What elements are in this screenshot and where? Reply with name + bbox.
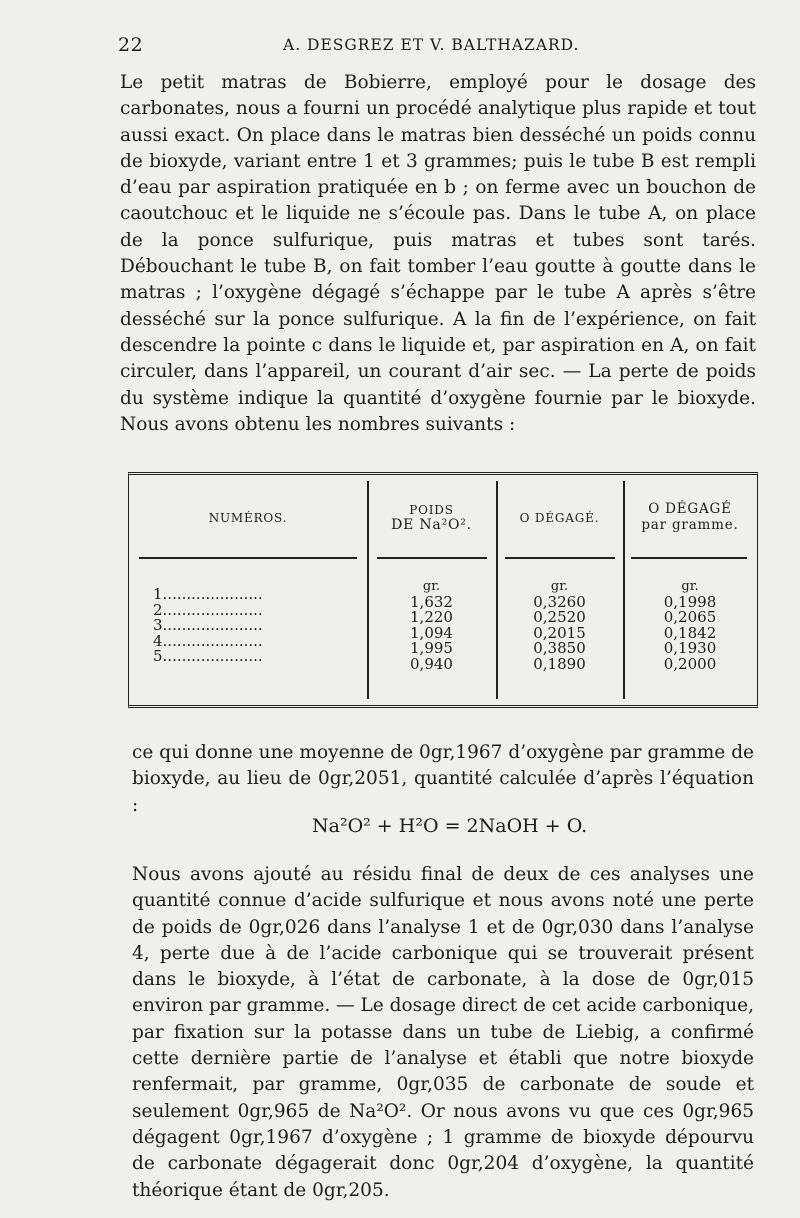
paragraph-method: Le petit matras de Bobierre, employé pour le dosage des carbonates, nous a fourni un procédé analytique plus rapide et tout aussi exact. On place dans le matras bien desséché un poids connu de bioxyde, variant entre 1 et 3 grammes; puis le tube B est rempli d’eau par aspiration pratiquée en b ; on ferme avec un bouchon de caoutchouc et le liquide ne s’écoule pas. Dans le tube A, on place de la ponce sulfurique, puis matras et tubes sont tarés. Débouchant le tube B, on fait tomber l’eau goutte à goutte dans le matras ; l’oxygène dégagé s’échappe par le tube A après s’être desséché sur la ponce sulfurique. A la fin de l’expérience, on fait descendre la pointe c dans le liquide et, par aspiration en A, on fait circuler, dans l’appareil, un courant d’air sec. — La perte de poids du système indique la quantité d’oxygène fournie par le bioxyde. Nous avons obtenu les nombres suivants : <box>120 72 756 435</box>
paragraph-moyenne: ce qui donne une moyenne de 0gr,1967 d’oxygène par gramme de bioxyde, au lieu de 0gr,2051, quantité calculée d’après l’équation : <box>132 742 754 816</box>
header-numeros: NUMÉROS. <box>208 511 288 525</box>
header-o-pg-line2: par gramme. <box>641 517 739 533</box>
table-header-rule <box>377 557 487 559</box>
header-o-degage: O DÉGAGÉ. <box>519 511 600 525</box>
results-table <box>128 472 758 708</box>
row-label: 1..................... <box>153 585 263 603</box>
table-header-rule <box>631 557 747 559</box>
equation: Na²O² + H²O = 2NaOH + O. <box>312 815 588 837</box>
row-label: 5..................... <box>153 647 263 665</box>
header-o-degage-par-gramme <box>623 501 757 533</box>
row-label: 3..................... <box>153 616 263 634</box>
table-header-rule <box>139 557 357 559</box>
unit-label: gr. <box>422 579 441 594</box>
cell-o-par-gramme: 0,1842 <box>663 623 717 642</box>
running-title: A. DESGREZ ET V. BALTHAZARD. <box>283 36 580 54</box>
paragraph-carbonate: Nous avons ajouté au résidu final de deux de ces analyses une quantité connue d’acide sulfurique et nous avons noté une perte de poids de 0gr,026 dans l’analyse 1 et de 0gr,030 dans l’analyse 4, perte due à de l’acide carbonique qui se trouverait présent dans le bioxyde, à l’état de carbonate, à la dose de 0gr,015 environ par gramme. — Le dosage direct de cet acide carbonique, par fixation sur la potasse dans un tube de Liebig, a confirmé cette dernière partie de l’analyse et établi que notre bioxyde renfermait, par gramme, 0gr,035 de carbonate de soude et seulement 0gr,965 de Na²O². Or nous avons vu que ces 0gr,965 dégagent 0gr,1967 d’oxygène ; 1 gramme de bioxyde dépourvu de carbonate dégagerait donc 0gr,204 d’oxygène, la quantité théorique étant de 0gr,205. <box>132 864 754 1201</box>
cell-o-par-gramme: 0,1998 <box>663 592 717 611</box>
row-labels <box>153 587 263 665</box>
row-label: 4..................... <box>153 631 263 650</box>
header-o-pg-line1: O DÉGAGÉ <box>648 501 732 517</box>
page-number: 22 <box>118 34 144 56</box>
cell-o-degage: 0,1890 <box>533 654 586 673</box>
unit-label: gr. <box>550 579 569 594</box>
cell-poids: 0,940 <box>410 654 453 673</box>
cell-o-degage: 0,2015 <box>533 623 586 642</box>
cell-o-degage: 0,3260 <box>533 592 586 611</box>
column-poids <box>367 579 496 672</box>
unit-label: gr. <box>681 579 699 594</box>
header-poids <box>367 503 496 533</box>
column-o-degage <box>496 579 623 672</box>
cell-poids: 1,220 <box>410 608 453 626</box>
cell-poids: 1,094 <box>410 623 453 642</box>
table-header-rule <box>505 557 615 559</box>
header-poids-line1: POIDS <box>409 503 454 517</box>
cell-o-degage: 0,3850 <box>533 639 586 657</box>
cell-o-par-gramme: 0,1930 <box>663 639 717 657</box>
cell-poids: 1,995 <box>410 639 453 657</box>
column-o-par-gramme <box>623 579 757 672</box>
cell-o-par-gramme: 0,2065 <box>663 608 717 626</box>
cell-poids: 1,632 <box>410 592 453 611</box>
header-poids-line2: DE Na²O². <box>391 517 472 533</box>
row-label: 2..................... <box>153 600 263 619</box>
cell-o-degage: 0,2520 <box>533 608 586 626</box>
cell-o-par-gramme: 0,2000 <box>663 654 717 673</box>
